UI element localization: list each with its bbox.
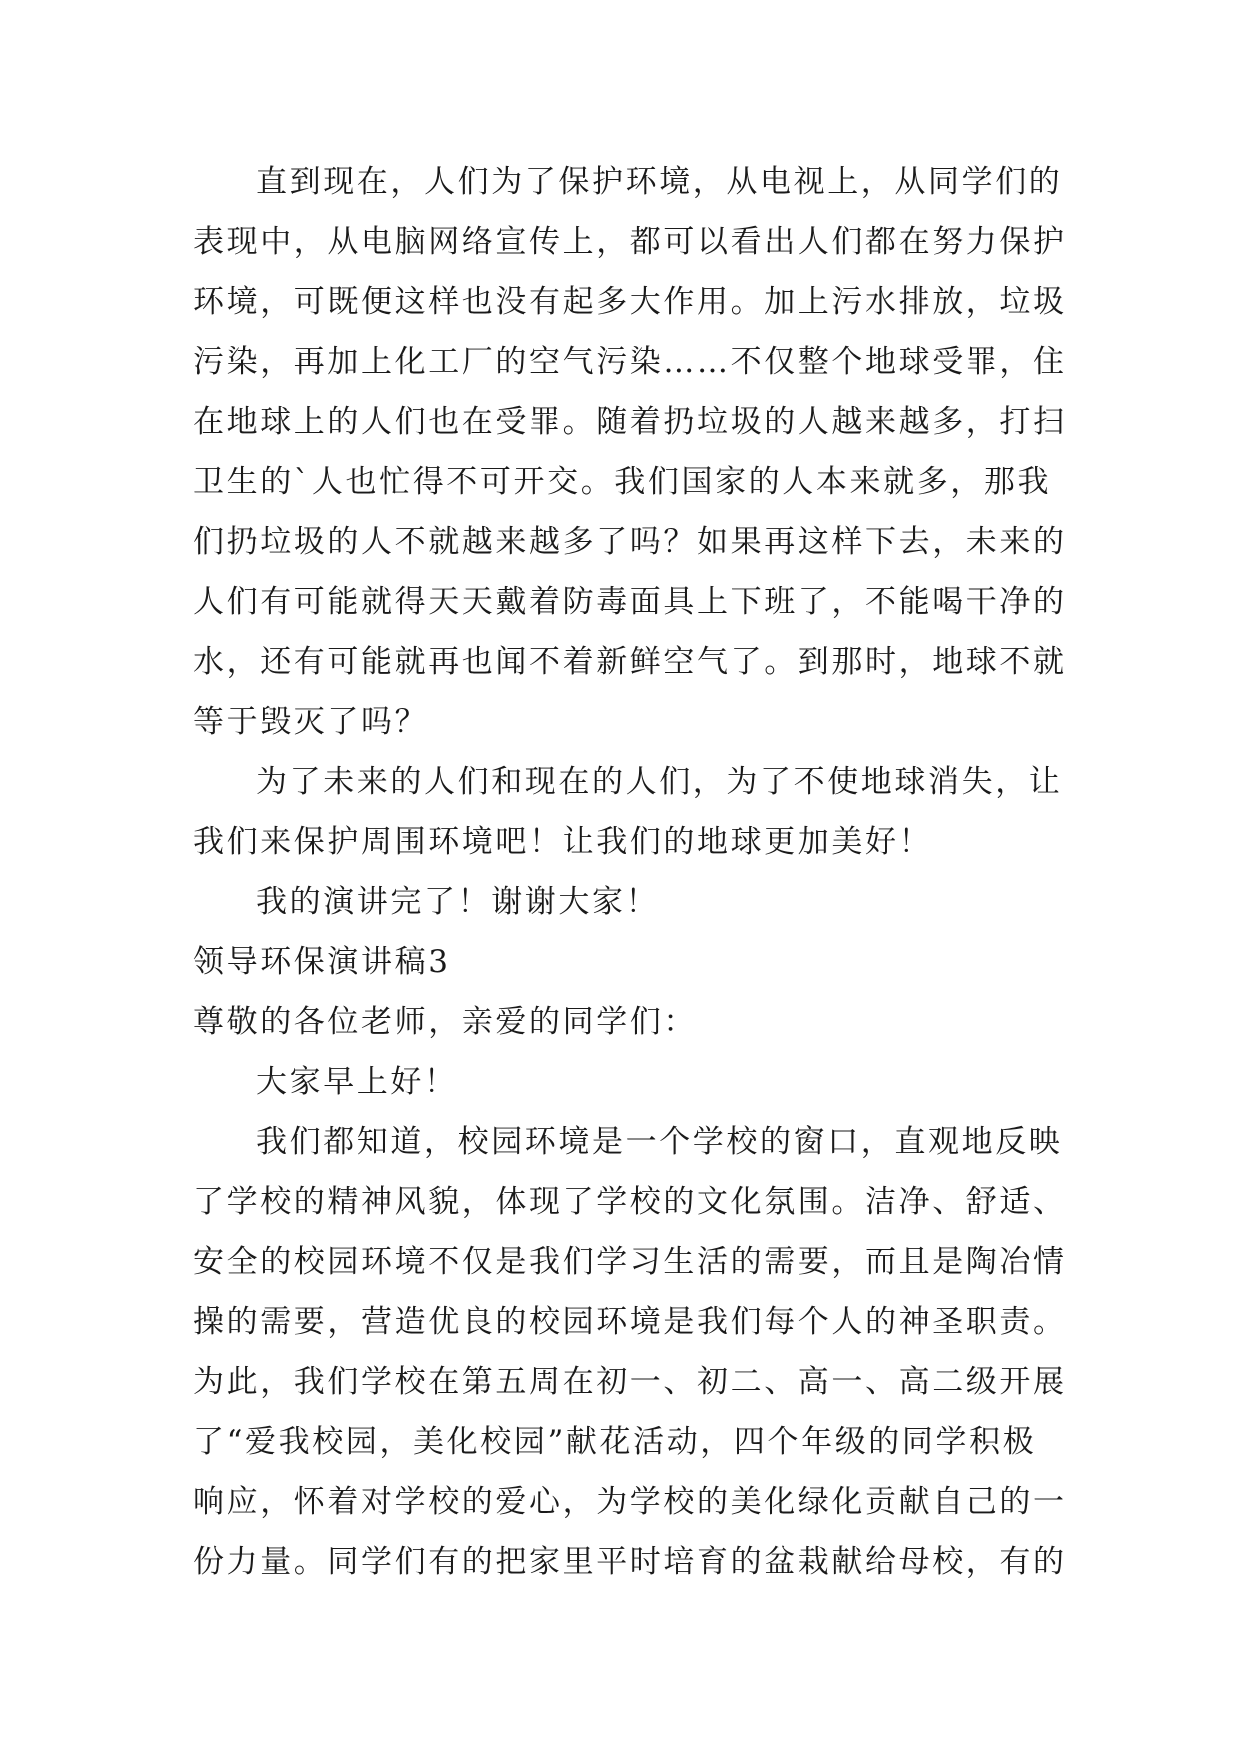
paragraph-line: 在地球上的人们也在受罪。随着扔垃圾的人越来越多，打扫 [193,404,1067,440]
paragraph-line: 响应，怀着对学校的爱心，为学校的美化绿化贡献自己的一 [193,1484,1067,1520]
paragraph-line: 直到现在，人们为了保护环境，从电视上，从同学们的 [256,164,1063,200]
paragraph-line: 卫生的`人也忙得不可开交。我们国家的人本来就多，那我 [193,464,1052,500]
paragraph-line: 表现中，从电脑网络宣传上，都可以看出人们都在努力保护 [193,224,1067,260]
paragraph-line: 我的演讲完了！谢谢大家！ [256,884,660,920]
paragraph-line: 了学校的精神风貌，体现了学校的文化氛围。洁净、舒适、 [193,1184,1067,1220]
paragraph-line: 我们来保护周围环境吧！让我们的地球更加美好！ [193,824,933,860]
section-heading: 领导环保演讲稿3 [193,944,451,980]
paragraph-line: 为了未来的人们和现在的人们，为了不使地球消失，让 [256,764,1063,800]
greeting-line: 大家早上好！ [256,1064,458,1100]
paragraph-line: 人们有可能就得天天戴着防毒面具上下班了，不能喝干净的 [193,584,1067,620]
paragraph-line: 了“爱我校园，美化校园”献花活动，四个年级的同学积极 [193,1424,1037,1460]
salutation-line: 尊敬的各位老师，亲爱的同学们： [193,1004,697,1040]
paragraph-line: 污染，再加上化工厂的空气污染……不仅整个地球受罪，住 [193,344,1067,380]
paragraph-line: 环境，可既便这样也没有起多大作用。加上污水排放，垃圾 [193,284,1067,320]
paragraph-line: 我们都知道，校园环境是一个学校的窗口，直观地反映 [256,1124,1063,1160]
paragraph-line: 等于毁灭了吗？ [193,704,429,740]
paragraph-line: 为此，我们学校在第五周在初一、初二、高一、高二级开展 [193,1364,1067,1400]
paragraph-line: 操的需要，营造优良的校园环境是我们每个人的神圣职责。 [193,1304,1067,1340]
paragraph-line: 们扔垃圾的人不就越来越多了吗？如果再这样下去，未来的 [193,524,1067,560]
paragraph-line: 份力量。同学们有的把家里平时培育的盆栽献给母校，有的 [193,1544,1067,1580]
paragraph-line: 安全的校园环境不仅是我们学习生活的需要，而且是陶冶情 [193,1244,1067,1280]
paragraph-line: 水，还有可能就再也闻不着新鲜空气了。到那时，地球不就 [193,644,1067,680]
